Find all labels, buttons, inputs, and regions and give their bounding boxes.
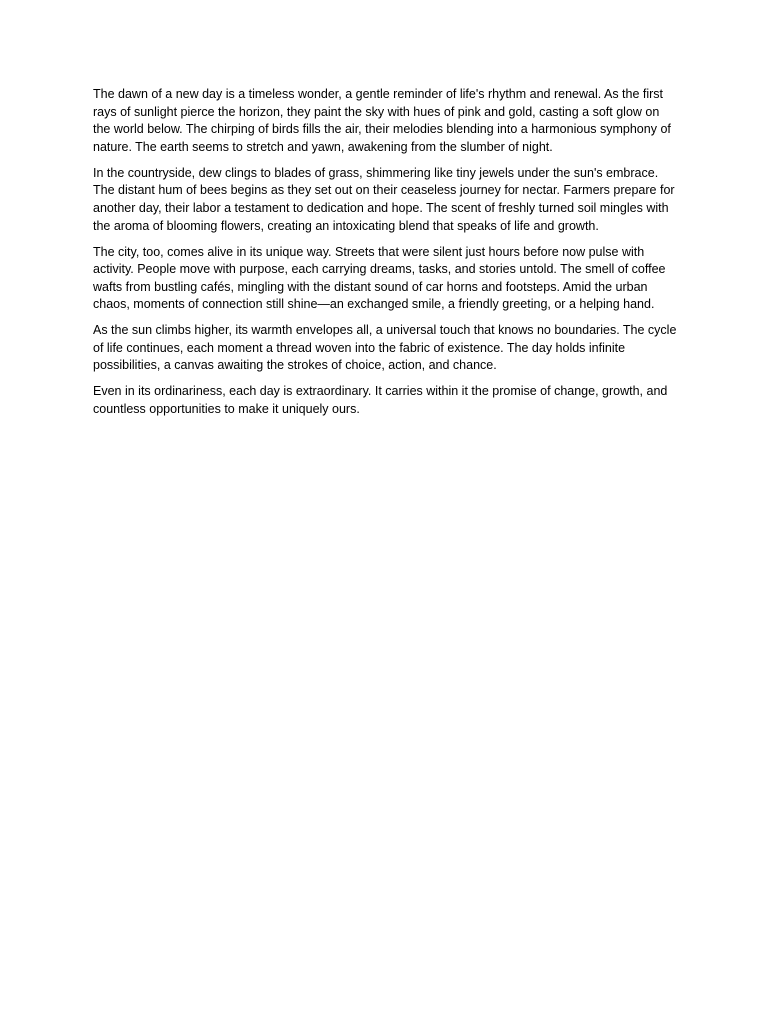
paragraph-4: As the sun climbs higher, its warmth envelopes all, a universal touch that knows no boundaries. The cycle of life continues, each moment a thread woven into the fabric of existence. The day holds infinite possibilities, a canvas awaiting the strokes of choice, action, and chance. (93, 323, 677, 373)
paragraph-2: In the countryside, dew clings to blades of grass, shimmering like tiny jewels under the sun's embrace. The distant hum of bees begins as they set out on their ceaseless journey for nectar. Farmers prepare for another day, their labor a testament to dedication and hope. The scent of freshly turned soil mingles with the aroma of blooming flowers, creating an intoxicating blend that speaks of life and growth. (93, 165, 675, 233)
document-body (93, 86, 679, 427)
paragraph-5: Even in its ordinariness, each day is extraordinary. It carries within it the promise of change, growth, and countless opportunities to make it uniquely ours. (93, 384, 668, 417)
paragraph-1: The dawn of a new day is a timeless wonder, a gentle reminder of life's rhythm and renewal. As the first rays of sunlight pierce the horizon, they paint the sky with hues of pink and gold, casting a soft glow on the world below. The chirping of birds fills the air, their melodies blending into a harmonious symphony of nature. The earth seems to stretch and yawn, awakening from the slumber of night. (93, 87, 671, 154)
paragraph-3: The city, too, comes alive in its unique way. Streets that were silent just hours before now pulse with activity. People move with purpose, each carrying dreams, tasks, and stories untold. The smell of coffee wafts from bustling cafés, mingling with the distant sound of car horns and footsteps. Amid the urban chaos, moments of connection still shine—an exchanged smile, a friendly greeting, or a helping hand. (93, 244, 666, 312)
